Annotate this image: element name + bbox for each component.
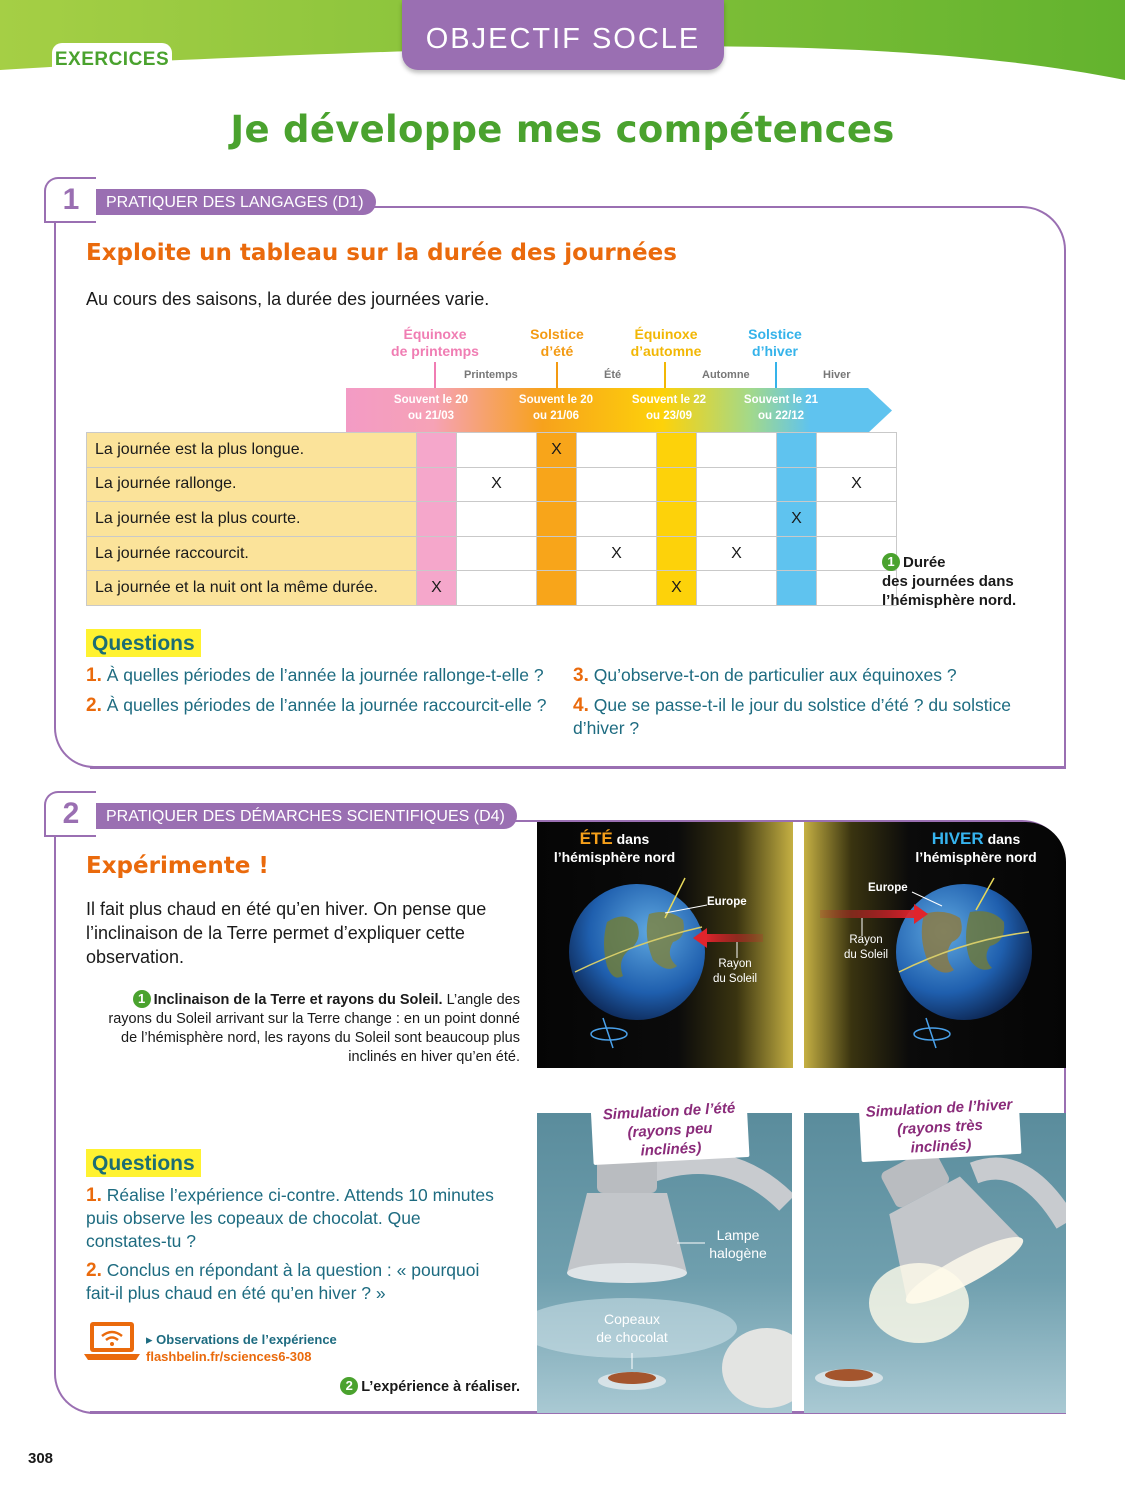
summer-simulation-label: Simulation de l’été (rayons peu inclinés) xyxy=(591,1096,750,1165)
table-cell xyxy=(417,433,457,468)
table-cell xyxy=(457,536,537,571)
tick-autumn xyxy=(664,362,666,390)
summer-europe-label: Europe xyxy=(707,896,747,908)
tick-winter xyxy=(775,362,777,390)
page-number: 308 xyxy=(28,1450,54,1467)
section2-heading: Expérimente ! xyxy=(86,853,269,879)
event-autumn-equinox: Équinoxe d’automne xyxy=(630,326,702,359)
table-cell xyxy=(417,467,457,502)
table-cell xyxy=(577,571,657,606)
table-cell xyxy=(697,433,777,468)
table-row xyxy=(87,467,897,502)
section1-question-3: 3. Qu’observe-t-on de particulier aux équinoxes ? xyxy=(573,665,957,686)
section1-number: 1 xyxy=(44,177,96,223)
date-summer: Souvent le 20 ou 21/06 xyxy=(518,394,594,422)
section2-question-2: 2. Conclus en répondant à la question : « pourquoi fait-il plus chaud en été qu’en hiver ? » xyxy=(86,1260,480,1303)
table-cell xyxy=(537,571,577,606)
table-cell xyxy=(577,433,657,468)
table-cell xyxy=(457,433,537,468)
table-cell xyxy=(657,467,697,502)
table-row xyxy=(87,433,897,468)
date-winter: Souvent le 21 ou 22/12 xyxy=(743,394,819,422)
table-cell xyxy=(577,467,657,502)
table-cell xyxy=(697,571,777,606)
winter-simulation-label: Simulation de l’hiver (rayons très inclinés) xyxy=(859,1093,1022,1162)
row-label: La journée raccourcit. xyxy=(87,536,417,571)
exercices-tab: EXERCICES xyxy=(52,43,172,75)
table-row xyxy=(87,502,897,537)
table-cell xyxy=(657,502,697,537)
row-label: La journée rallonge. xyxy=(87,467,417,502)
section1-question-1: 1. À quelles périodes de l’année la journée rallonge-t-elle ? xyxy=(86,665,544,686)
winter-earth-photo xyxy=(804,822,1066,1068)
tick-spring xyxy=(434,362,436,390)
day-length-table xyxy=(86,432,897,606)
page-title: Je développe mes compétences xyxy=(230,108,895,151)
table-cell xyxy=(657,433,697,468)
table-cell xyxy=(817,502,897,537)
summer-earth-photo xyxy=(537,822,793,1068)
chocolate-label: Copeaux de chocolat xyxy=(596,1311,668,1345)
table-cell: X xyxy=(537,433,577,468)
row-label: La journée est la plus courte. xyxy=(87,502,417,537)
table-cell xyxy=(577,502,657,537)
table-cell xyxy=(417,536,457,571)
event-summer-solstice: Solstice d’été xyxy=(530,326,584,359)
section1-question-4: 4. Que se passe-t-il le jour du solstice d’été ? du solstice d’hiver ? xyxy=(573,695,1012,738)
laptop-wifi-icon[interactable] xyxy=(84,1320,140,1362)
figure2-caption: 2 L’expérience à réaliser. xyxy=(300,1377,520,1397)
table-cell xyxy=(777,571,817,606)
table-cell xyxy=(537,536,577,571)
table-cell: X xyxy=(417,571,457,606)
table-cell xyxy=(537,502,577,537)
winter-ray-label: Rayon du Soleil xyxy=(843,934,889,961)
row-label: La journée est la plus longue. xyxy=(87,433,417,468)
season-autumn: Automne xyxy=(702,369,750,381)
lamp-label: Lampe halogène xyxy=(709,1227,767,1261)
date-spring: Souvent le 20 ou 21/03 xyxy=(393,394,469,422)
experiment-link-url[interactable]: flashbelin.fr/sciences6-308 xyxy=(146,1349,312,1364)
section1-label: PRATIQUER DES LANGAGES (D1) xyxy=(96,189,376,215)
season-summer: Été xyxy=(604,369,622,381)
section2-number: 2 xyxy=(44,791,96,837)
table-cell: X xyxy=(817,467,897,502)
section2-intro: Il fait plus chaud en été qu’en hiver. On pense que l’inclinaison de la Terre permet d’expliquer cette observation. xyxy=(86,899,487,967)
table-cell xyxy=(537,467,577,502)
table-cell xyxy=(697,502,777,537)
experiment-link-title: ▸ Observations de l’expérience xyxy=(146,1332,337,1347)
table-row xyxy=(87,536,897,571)
table-cell xyxy=(777,467,817,502)
table-cell xyxy=(817,433,897,468)
table-caption: 1 Durée des journées dans l’hémisphère nord. xyxy=(882,554,1017,609)
table-cell: X xyxy=(577,536,657,571)
table-cell xyxy=(457,502,537,537)
table-cell: X xyxy=(777,502,817,537)
summer-ray-label: Rayon du Soleil xyxy=(712,958,758,985)
figure2-number-badge: 2 xyxy=(340,1377,358,1395)
section1-heading: Exploite un tableau sur la durée des journées xyxy=(86,240,677,266)
table-row xyxy=(87,571,897,606)
section1-intro: Au cours des saisons, la durée des journées varie. xyxy=(86,289,490,309)
section2-question-1: 1. Réalise l’expérience ci-contre. Attends 10 minutes puis observe les copeaux de chocolat. Que constates-tu ? xyxy=(86,1185,494,1251)
season-winter: Hiver xyxy=(823,369,851,381)
table-cell xyxy=(417,502,457,537)
table-cell xyxy=(777,433,817,468)
table-cell xyxy=(657,536,697,571)
winter-photo-title: HIVER dans l’hémisphère nord xyxy=(915,829,1037,865)
table-cell xyxy=(457,571,537,606)
tick-summer xyxy=(556,362,558,390)
section1-question-2: 2. À quelles périodes de l’année la journée raccourcit-elle ? xyxy=(86,695,547,716)
section1-questions-tag: Questions xyxy=(86,629,201,657)
table-cell: X xyxy=(657,571,697,606)
event-winter-solstice: Solstice d’hiver xyxy=(748,326,802,359)
table-cell xyxy=(777,536,817,571)
row-label: La journée et la nuit ont la même durée. xyxy=(87,571,417,606)
figure1-number-badge: 1 xyxy=(133,990,151,1008)
section2-questions-tag: Questions xyxy=(86,1149,201,1177)
event-spring-equinox: Équinoxe de printemps xyxy=(391,326,479,359)
figure1-caption: 1 Inclinaison de la Terre et rayons du Soleil. L’angle des rayons du Soleil arrivant sur la Terre change : en un point donné de l’hémisphère nord, les rayons du Soleil sont beaucoup plus inclinés en hiver qu’en été. xyxy=(108,991,520,1065)
table-cell xyxy=(697,467,777,502)
date-autumn: Souvent le 22 ou 23/09 xyxy=(631,394,707,422)
caption-number-badge: 1 xyxy=(882,553,900,571)
experiment-link[interactable] xyxy=(146,1331,337,1365)
objectif-socle-banner: OBJECTIF SOCLE xyxy=(402,0,724,70)
section2-label: PRATIQUER DES DÉMARCHES SCIENTIFIQUES (D4) xyxy=(96,803,517,829)
table-cell: X xyxy=(697,536,777,571)
season-spring: Printemps xyxy=(464,369,518,381)
winter-europe-label: Europe xyxy=(868,882,908,894)
summer-photo-title: ÉTÉ dans l’hémisphère nord xyxy=(553,829,676,865)
table-cell: X xyxy=(457,467,537,502)
